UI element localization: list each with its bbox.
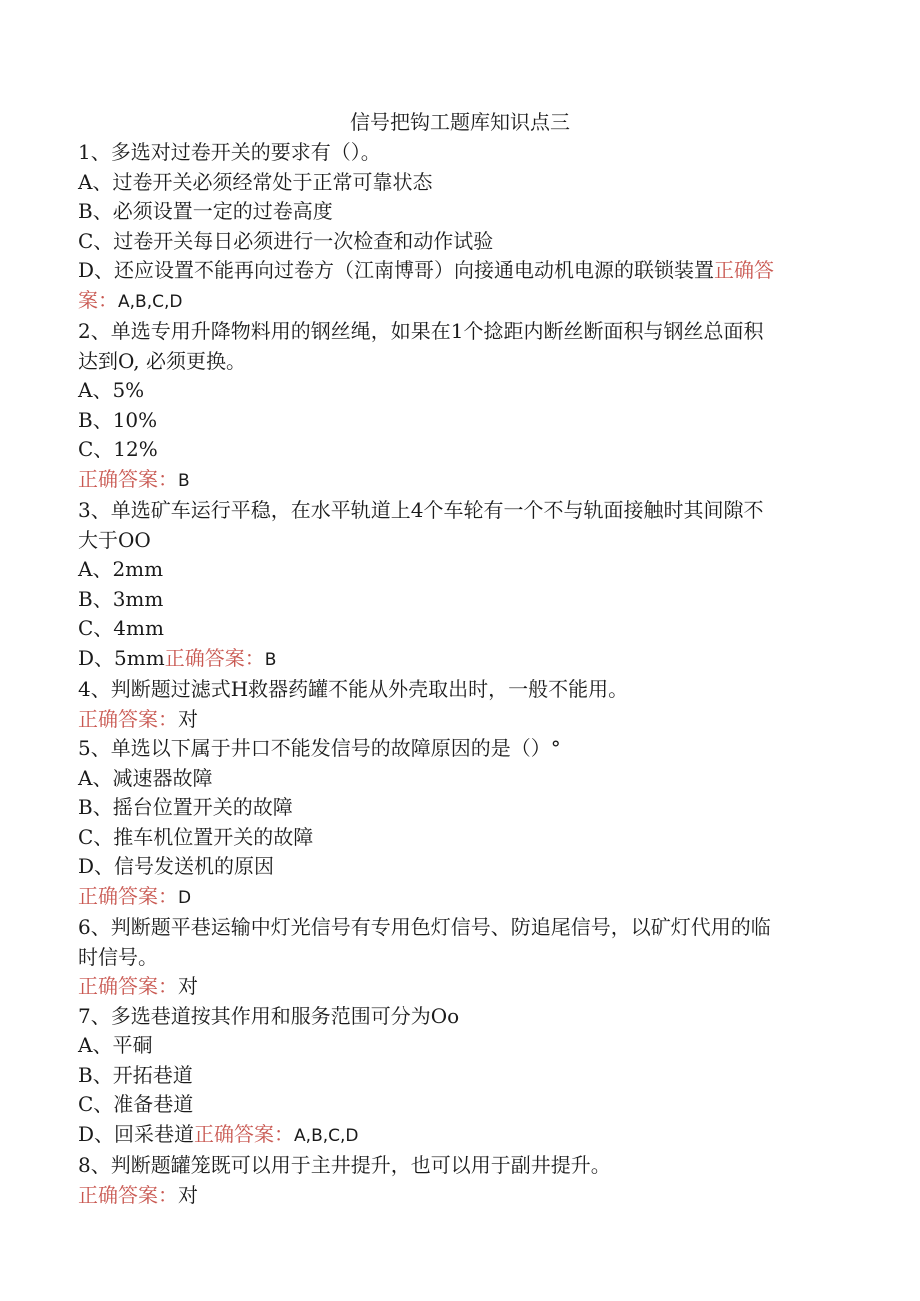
q1-answer-label-b: 案： — [78, 287, 118, 312]
q3-stem-2: 大于OO — [78, 527, 151, 552]
q8-answer-label: 正确答案： — [78, 1182, 178, 1207]
q3-stem-1: 3、单选矿车运行平稳，在水平轨道上4个车轮有一个不与轨面接触时其间隙不 — [78, 498, 764, 522]
q2-stem-1: 2、单选专用升降物料用的钢丝绳，如果在1个捻距内断丝断面积与钢丝总面积 — [78, 319, 764, 343]
q5-option-a: A、减速器故障 — [78, 765, 213, 790]
q8-stem: 8、判断题罐笼既可以用于主井提升，也可以用于副井提升。 — [78, 1153, 611, 1177]
q2-option-b: B、10% — [78, 407, 158, 432]
q1-answer-line — [78, 286, 858, 318]
q5-option-c: C、推车机位置开关的故障 — [78, 824, 314, 849]
q4-answer: 对 — [178, 706, 198, 731]
q6-answer: 对 — [178, 974, 198, 998]
q3-option-d: D、5mm — [78, 645, 165, 670]
q5-answer: D — [178, 887, 192, 908]
q1-option-c: C、过卷开关每日必须进行一次检查和动作试验 — [78, 228, 494, 253]
q6-answer-label: 正确答案： — [78, 974, 178, 998]
q3-answer: B — [264, 649, 277, 670]
q1-option-d: D、还应设置不能再向过卷方（江南博哥）向接通电动机电源的联锁装置 — [78, 258, 715, 282]
q2-option-c: C、12% — [78, 437, 158, 461]
q1-option-d-line — [78, 256, 858, 286]
q4-answer-label: 正确答案： — [78, 706, 178, 731]
q3-answer-label: 正确答案： — [164, 645, 265, 670]
question-list — [78, 138, 858, 1210]
q7-stem: 7、多选巷道按其作用和服务范围可分为Oo — [78, 1003, 460, 1028]
q8-answer-line — [78, 1181, 858, 1211]
q7-option-d: D、回采巷道 — [78, 1121, 195, 1146]
q8-answer: 对 — [178, 1182, 198, 1207]
q3-option-d-line — [78, 644, 858, 676]
q4-stem: 4、判断题过滤式H救器药罐不能从外壳取出时，一般不能用。 — [78, 677, 629, 701]
q6-stem-1: 6、判断题平巷运输中灯光信号有专用色灯信号、防追尾信号，以矿灯代用的临 — [78, 915, 771, 939]
q1-answer-label-a: 正确答 — [714, 258, 775, 282]
q2-stem-2: 达到O, 必须更换。 — [78, 348, 246, 373]
q5-stem: 5、单选以下属于井口不能发信号的故障原因的是（）° — [78, 736, 561, 760]
q7-option-d-line — [78, 1120, 858, 1152]
q1-answer: A,B,C,D — [118, 291, 183, 312]
q6-answer-line — [78, 972, 858, 1002]
page-title: 信号把钩工题库知识点三 — [350, 110, 570, 134]
q2-answer-line — [78, 465, 858, 497]
q7-answer: A,B,C,D — [294, 1125, 359, 1146]
q4-answer-line — [78, 705, 858, 735]
q3-option-b: B、3mm — [78, 586, 164, 611]
q7-option-c: C、准备巷道 — [78, 1092, 194, 1116]
q7-option-a: A、平硐 — [78, 1033, 153, 1057]
q7-option-b: B、开拓巷道 — [78, 1062, 193, 1087]
q7-answer-label: 正确答案： — [194, 1121, 295, 1146]
q3-option-a: A、2mm — [78, 557, 164, 581]
q2-answer: B — [178, 470, 190, 491]
q5-answer-label: 正确答案： — [78, 883, 178, 908]
q2-answer-label: 正确答案： — [78, 466, 178, 491]
q1-option-a: A、过卷开关必须经常处于正常可靠状态 — [78, 169, 433, 194]
q5-option-b: B、摇台位置开关的故障 — [78, 795, 293, 819]
q3-option-c: C、4mm — [78, 616, 164, 640]
q1-option-b: B、必须设置一定的过卷高度 — [78, 199, 333, 223]
q5-answer-line — [78, 882, 858, 914]
q1-stem: 1、多选对过卷开关的要求有（）。 — [78, 140, 381, 164]
q6-stem-2: 时信号。 — [78, 944, 158, 969]
q2-option-a: A、5% — [78, 378, 145, 402]
q5-option-d: D、信号发送机的原因 — [78, 854, 275, 878]
